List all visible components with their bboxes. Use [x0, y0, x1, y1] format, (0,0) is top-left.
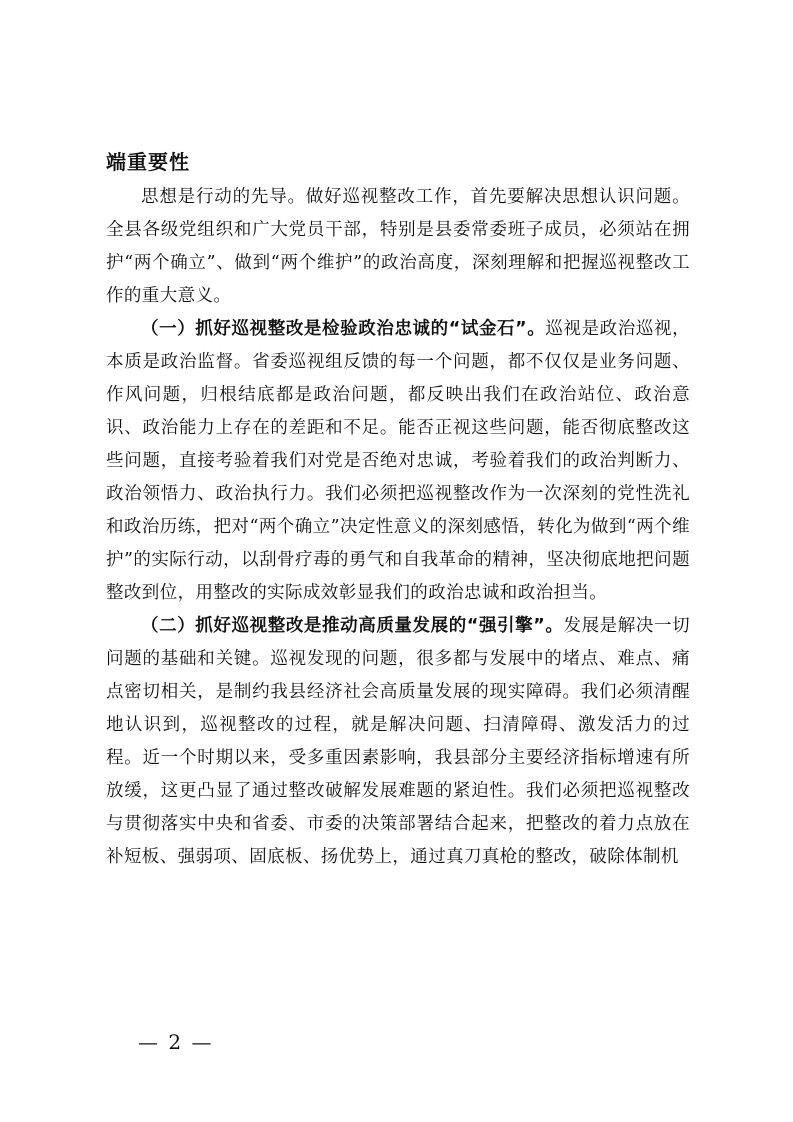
paragraph-section-one-lead: （一）抓好巡视整改是检验政治忠诚的“试金石”。	[141, 319, 546, 339]
section-heading: 端重要性	[106, 150, 190, 174]
paragraph-section-one-text: 巡视是政治巡视，本质是政治监督。省委巡视组反馈的每一个问题，都不仅仅是业务问题、作风问题，归根结底都是政治问题，都反映出我们在政治站位、政治意识、政治能力上存在的差距和不足。能否正视这些问题，能否彻底整改这些问题，直接考验着我们对党是否绝对忠诚，考验着我们的政治判断力、政治领悟力、政治执行力。我们必须把巡视整改作为一次深刻的党性洗礼和政治历练，把对“两个确立”决定性意义的深刻感悟，转化为做到“两个维护”的实际行动，以刮骨疗毒的勇气和自我革命的精神，坚决彻底地把问题整改到位，用整改的实际成效彰显我们的政治忠诚和政治担当。	[106, 319, 690, 603]
paragraph-intro-text: 思想是行动的先导。做好巡视整改工作，首先要解决思想认识问题。全县各级党组织和广大党员干部，特别是县委常委班子成员，必须站在拥护“两个确立”、做到“两个维护”的政治高度，深刻理解和把握巡视整改工作的重大意义。	[106, 187, 690, 306]
paragraph-section-two-lead: （二）抓好巡视整改是推动高质量发展的“强引擎”。	[141, 616, 564, 636]
paragraph-intro	[106, 181, 690, 313]
paragraph-section-two-text: 发展是解决一切问题的基础和关键。巡视发现的问题，很多都与发展中的堵点、难点、痛点密切相关，是制约我县经济社会高质量发展的现实障碍。我们必须清醒地认识到，巡视整改的过程，就是解决问题、扫清障碍、激发活力的过程。近一个时期以来，受多重因素影响，我县部分主要经济指标增速有所放缓，这更凸显了通过整改破解发展难题的紧迫性。我们必须把巡视整改与贯彻落实中央和省委、市委的决策部署结合起来，把整改的着力点放在补短板、强弱项、固底板、扬优势上，通过真刀真枪的整改，破除体制机	[106, 616, 690, 867]
paragraph-section-one	[106, 313, 690, 610]
paragraph-section-two	[106, 610, 690, 874]
page-number: — 2 —	[138, 1030, 214, 1054]
body-text	[106, 181, 690, 874]
